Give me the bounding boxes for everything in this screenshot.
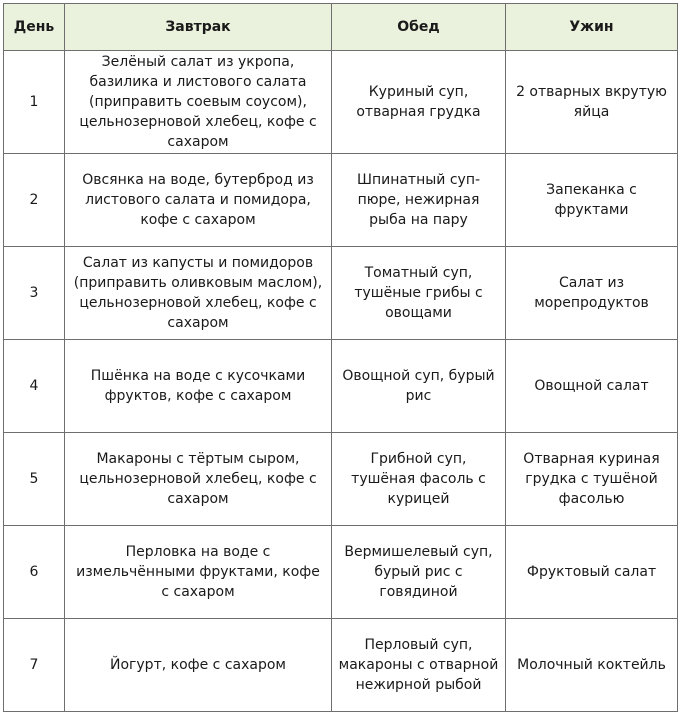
breakfast-cell: Йогурт, кофе с сахаром [65,619,332,712]
day-cell: 2 [4,154,65,247]
meal-plan-table [3,3,678,712]
breakfast-cell: Зелёный салат из укропа, базилика и листового салата (приправить соевым соусом), цельнозерновой хлебец, кофе с сахаром [65,51,332,154]
lunch-cell: Шпинатный суп-пюре, нежирная рыба на пару [332,154,506,247]
header-row [4,4,678,51]
dinner-cell: Запеканка с фруктами [506,154,678,247]
dinner-cell: Салат из морепродуктов [506,247,678,340]
table-row [4,340,678,433]
header-breakfast: Завтрак [65,4,332,51]
breakfast-cell: Перловка на воде с измельчёнными фруктами, кофе с сахаром [65,526,332,619]
day-cell: 5 [4,433,65,526]
breakfast-cell: Макароны с тёртым сыром, цельнозерновой хлебец, кофе с сахаром [65,433,332,526]
header-dinner: Ужин [506,4,678,51]
header-lunch: Обед [332,4,506,51]
day-cell: 3 [4,247,65,340]
lunch-cell: Томатный суп, тушёные грибы с овощами [332,247,506,340]
day-cell: 4 [4,340,65,433]
dinner-cell: Отварная куриная грудка с тушёной фасолью [506,433,678,526]
breakfast-cell: Пшёнка на воде с кусочками фруктов, кофе с сахаром [65,340,332,433]
dinner-cell: Фруктовый салат [506,526,678,619]
lunch-cell: Овощной суп, бурый рис [332,340,506,433]
day-cell: 7 [4,619,65,712]
day-cell: 1 [4,51,65,154]
breakfast-cell: Салат из капусты и помидоров (приправить оливковым маслом), цельнозерновой хлебец, кофе с сахаром [65,247,332,340]
lunch-cell: Грибной суп, тушёная фасоль с курицей [332,433,506,526]
table-row [4,526,678,619]
breakfast-cell: Овсянка на воде, бутерброд из листового салата и помидора, кофе с сахаром [65,154,332,247]
table-row [4,51,678,154]
header-day: День [4,4,65,51]
lunch-cell: Перловый суп, макароны с отварной нежирной рыбой [332,619,506,712]
dinner-cell: Молочный коктейль [506,619,678,712]
table-row [4,247,678,340]
dinner-cell: Овощной салат [506,340,678,433]
table-row [4,154,678,247]
dinner-cell: 2 отварных вкрутую яйца [506,51,678,154]
table-row [4,433,678,526]
lunch-cell: Куриный суп, отварная грудка [332,51,506,154]
day-cell: 6 [4,526,65,619]
table-row [4,619,678,712]
lunch-cell: Вермишелевый суп, бурый рис с говядиной [332,526,506,619]
